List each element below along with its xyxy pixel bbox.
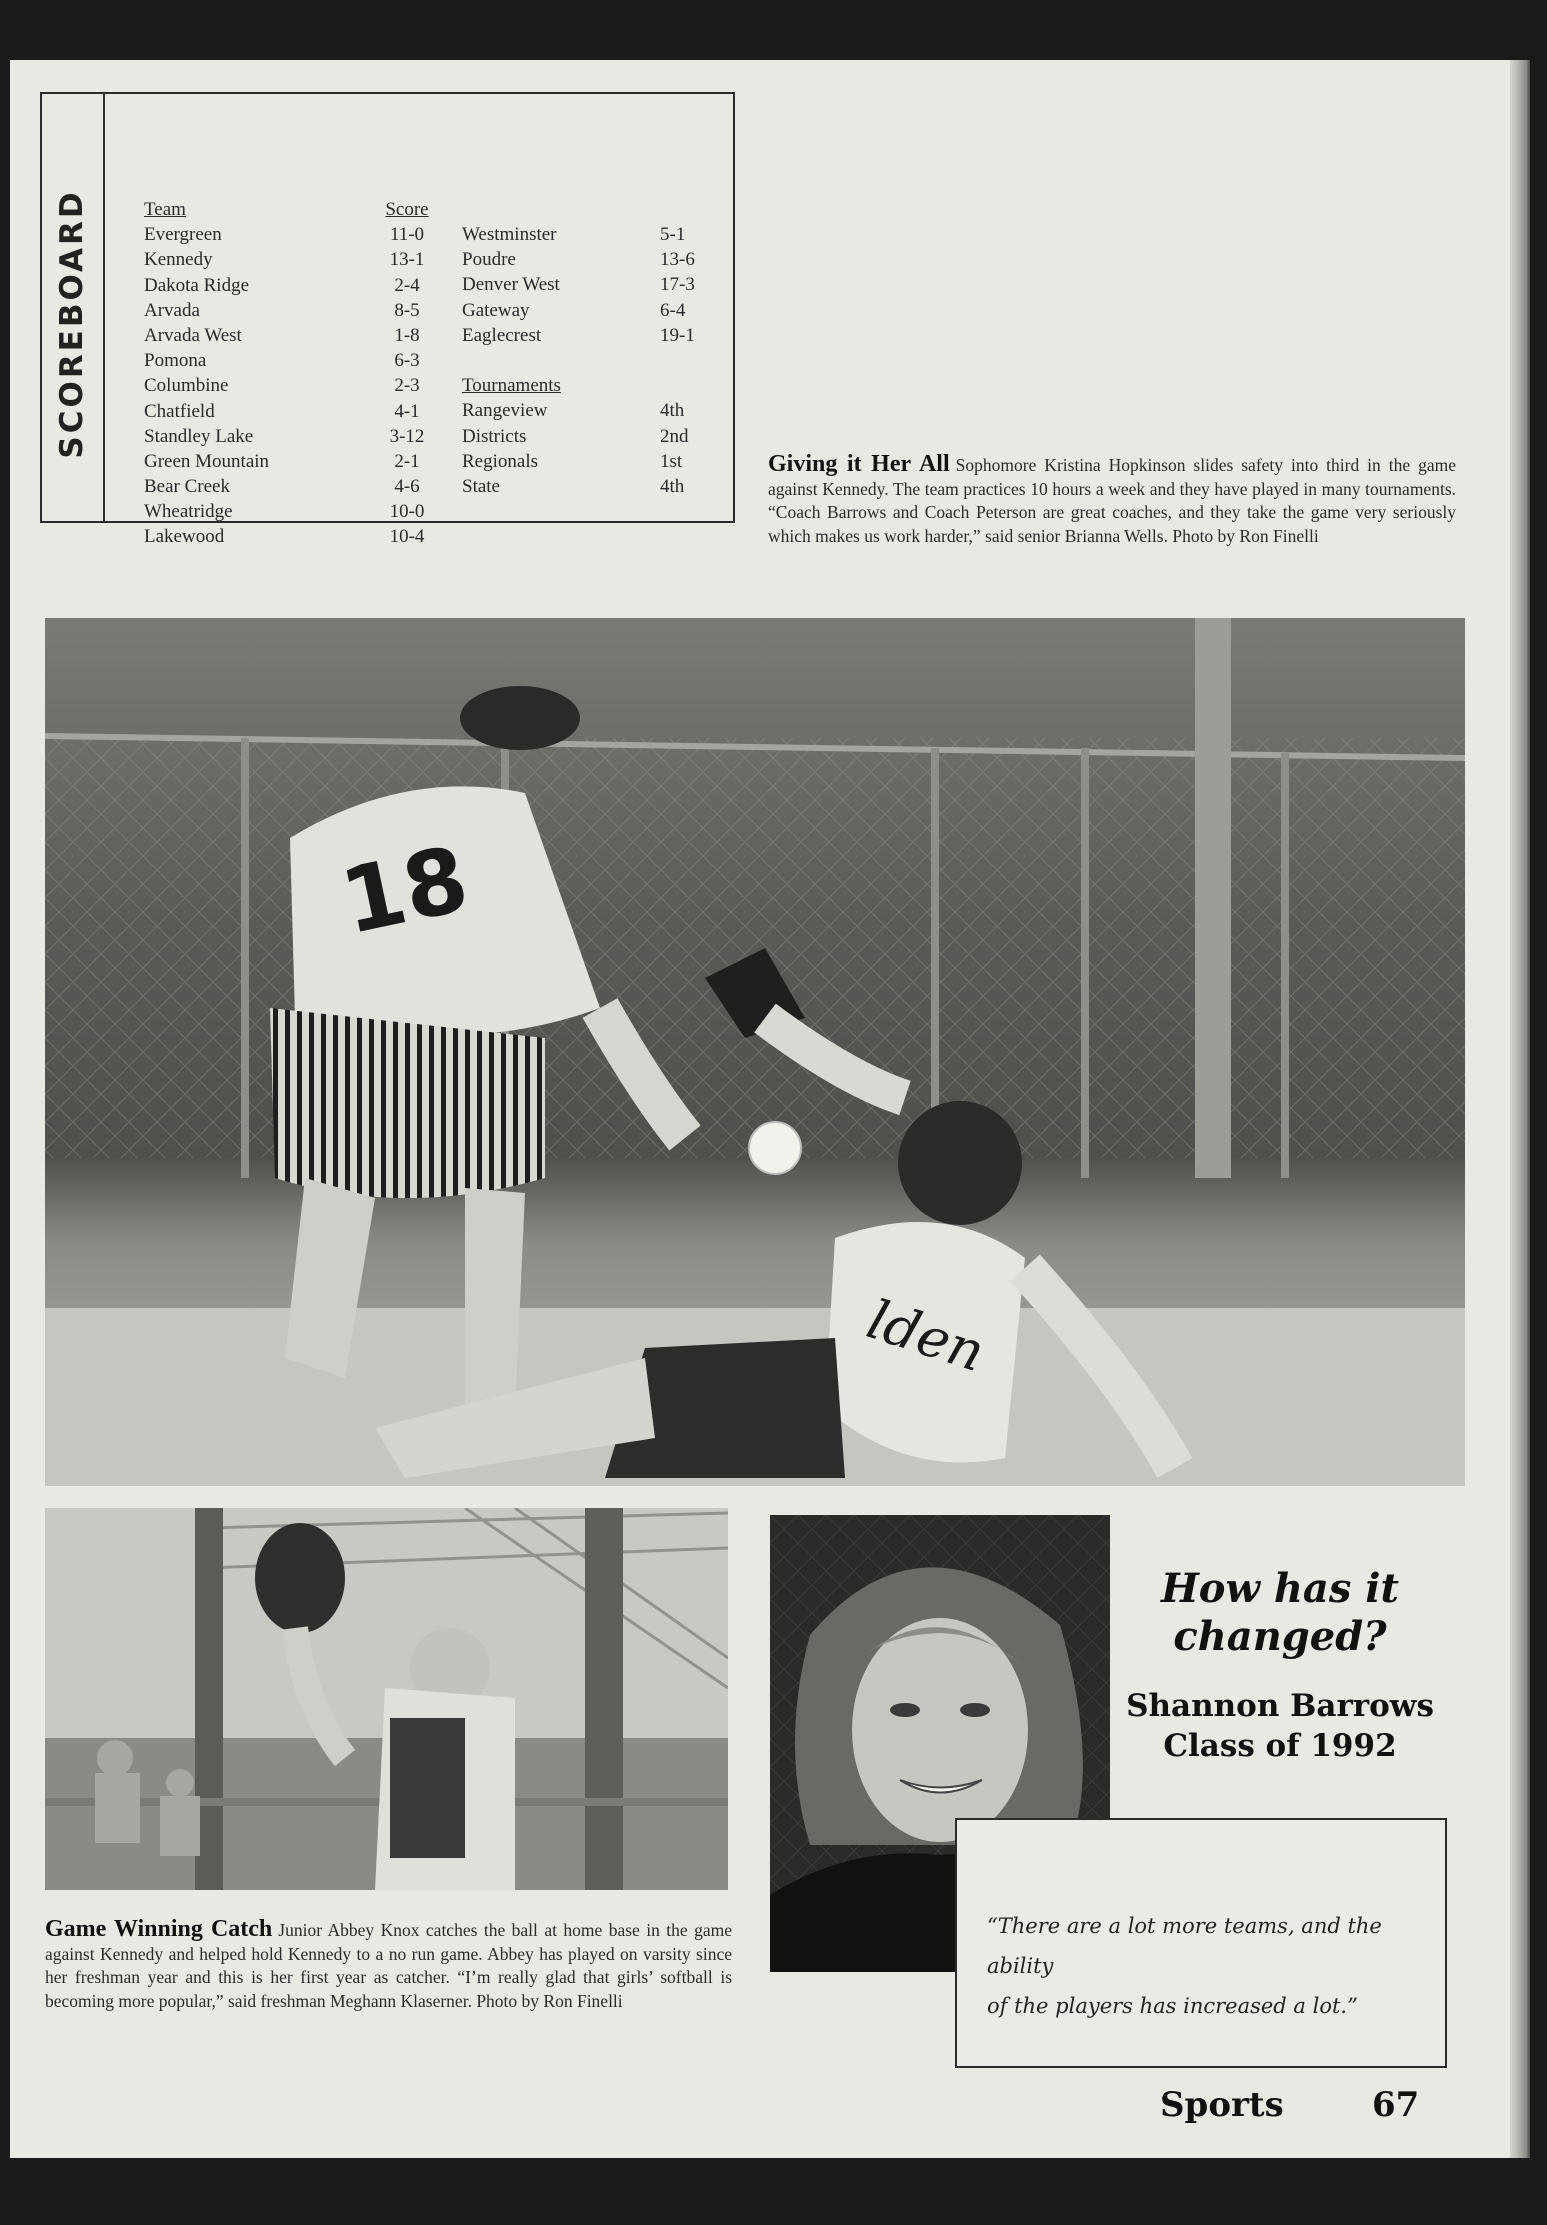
right-score-column (660, 222, 695, 499)
jersey-number: 18 (332, 826, 477, 956)
game-score: 17-3 (660, 274, 695, 296)
tournament-name: Districts (462, 425, 527, 447)
quote-text (987, 1906, 1417, 2026)
game-score: 2-1 (394, 450, 420, 472)
opponent-team: Chatfield (144, 400, 215, 422)
game-score: 6-4 (660, 299, 686, 321)
tournament-place: 4th (660, 475, 685, 497)
scoreboard-title: SCOREBOARD (54, 189, 90, 459)
scoreboard-side-panel (42, 94, 105, 521)
game-score: 13-6 (660, 249, 695, 271)
tournament-name: State (462, 475, 500, 497)
game-score: 1-8 (394, 324, 420, 346)
score-column (362, 197, 452, 550)
opponent-team: Denver West (462, 274, 560, 296)
section-label: Sports (1160, 2085, 1284, 2125)
opponent-team: Gateway (462, 299, 530, 321)
game-score: 10-4 (389, 526, 425, 548)
opponent-team: Dakota Ridge (144, 274, 250, 296)
page-number: 67 (1372, 2085, 1420, 2125)
tournament-place: 2nd (660, 425, 689, 447)
main-photo-slide (45, 618, 1465, 1486)
opponent-team: Kennedy (144, 249, 213, 271)
game-score: 2-3 (394, 375, 420, 397)
catcher-photo (45, 1508, 728, 1890)
question-line-1: How has it (1161, 1565, 1399, 1612)
game-score: 11-0 (389, 224, 425, 246)
caption-bottom-body: Junior Abbey Knox catches the ball at home base in the game against Kennedy and helped hold Kennedy to a no run game. Abbey has played on varsity since her freshman year and this is her first year as catcher. “I’m really glad that girls’ softball is becoming more popular,” said freshman Meghann Klaserner. Photo by Ron Finelli (45, 1920, 732, 2011)
tournament-name: Rangeview (462, 400, 548, 422)
tournament-place: 4th (660, 400, 685, 422)
quote-box (955, 1818, 1447, 2068)
person-class: Class of 1992 (1163, 1728, 1397, 1764)
opponent-team: Westminster (462, 224, 557, 245)
tournament-place: 1st (660, 450, 683, 472)
game-score: 19-1 (660, 324, 695, 346)
opponent-team: Arvada West (144, 324, 242, 346)
opponent-team: Wheatridge (144, 501, 233, 523)
caption-top-body: Sophomore Kristina Hopkinson slides safety into third in the game against Kennedy. The team practices 10 hours a week and they have played in many tournaments. “Coach Barrows and Coach Peterson are great coaches, and they take the game very seriously which makes us work harder,” said senior Brianna Wells. Photo by Ron Finelli (768, 455, 1456, 546)
opponent-team: Columbine (144, 375, 229, 397)
page-spine-edge (1510, 60, 1530, 2158)
question-line-2: changed? (1173, 1613, 1387, 1660)
caption-top-headline: Giving it Her All (768, 451, 950, 477)
game-score: 3-12 (389, 425, 425, 447)
feature-heading (1110, 1565, 1450, 1661)
opponent-team: Poudre (462, 249, 516, 271)
tournament-name: Regionals (462, 450, 538, 472)
caption-top (768, 453, 1456, 548)
game-score: 4-1 (394, 400, 420, 422)
score-header: Score (385, 199, 429, 220)
scoreboard-box (40, 92, 735, 548)
jersey-script: lden (859, 1287, 993, 1385)
feature-person (1110, 1686, 1450, 1766)
caption-bottom (45, 1918, 732, 2013)
game-score: 10-0 (389, 501, 425, 523)
game-score: 4-6 (394, 476, 420, 498)
opponent-team: Green Mountain (144, 450, 270, 472)
opponent-team: Standley Lake (144, 425, 254, 447)
game-score: 2-4 (394, 274, 420, 296)
tournaments-header: Tournaments (462, 375, 561, 397)
opponent-team: Lakewood (144, 526, 225, 548)
game-score: 5-1 (660, 224, 686, 245)
game-score: 8-5 (394, 299, 420, 321)
team-header: Team (144, 199, 186, 220)
caption-bottom-headline: Game Winning Catch (45, 1916, 273, 1942)
game-score: 6-3 (394, 350, 420, 372)
opponent-team: Pomona (144, 350, 207, 372)
quote-line-1: “There are a lot more teams, and the ability (987, 1914, 1382, 1978)
opponent-team: Evergreen (144, 224, 222, 246)
opponent-team: Bear Creek (144, 476, 230, 498)
quote-line-2: of the players has increased a lot.” (987, 1994, 1358, 2018)
right-team-column (462, 222, 561, 499)
opponent-team: Eaglecrest (462, 324, 542, 346)
opponent-team: Arvada (144, 299, 200, 321)
team-column (144, 197, 269, 550)
game-score: 13-1 (389, 249, 425, 271)
person-name: Shannon Barrows (1126, 1688, 1434, 1724)
